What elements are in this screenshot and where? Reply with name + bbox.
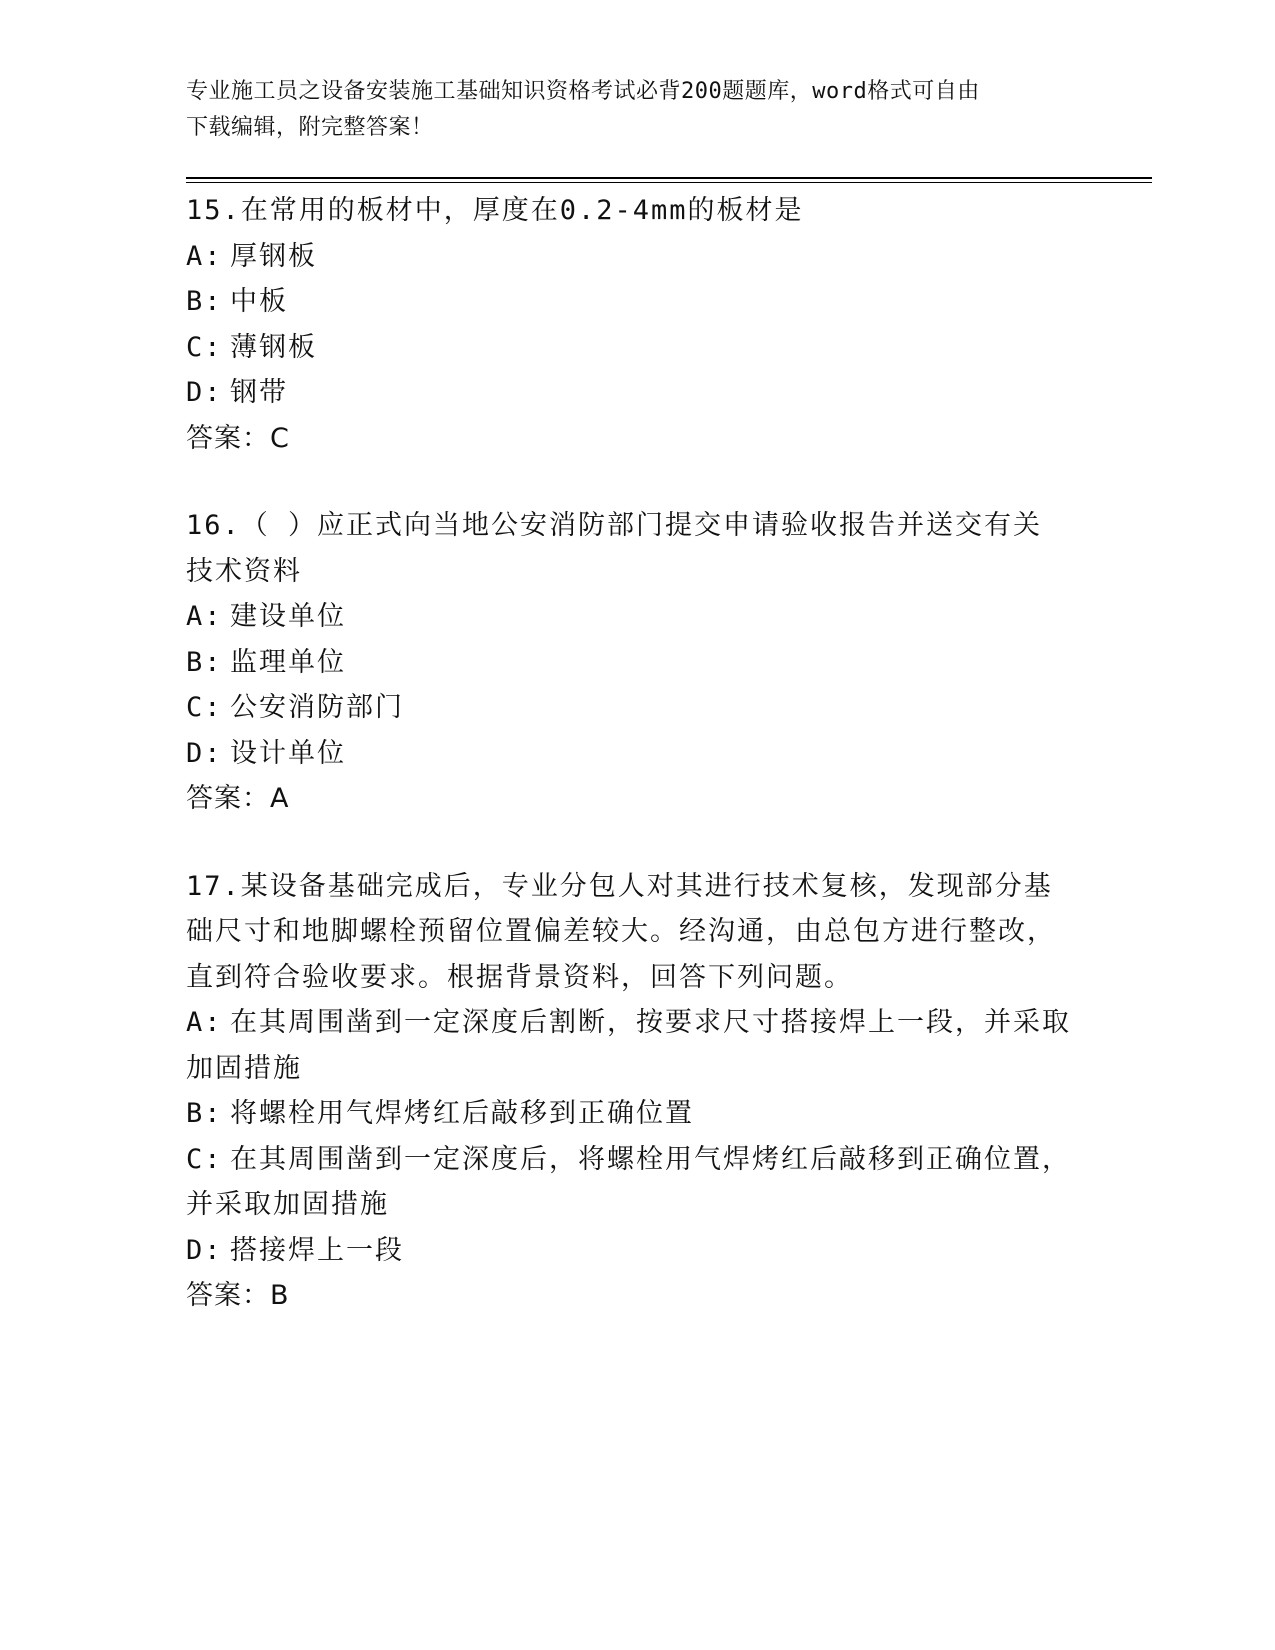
question-list: [186, 188, 1086, 1361]
answer: 答案：A: [186, 783, 290, 814]
option-c: [186, 685, 1086, 731]
option-text: 薄钢板: [230, 331, 317, 363]
option-text: 公安消防部门: [230, 692, 404, 723]
option-label: B:: [186, 286, 223, 317]
option-text: 厚钢板: [230, 240, 317, 272]
question-stem: 15.在常用的板材中，厚度在0.2-4mm的板材是: [186, 195, 804, 226]
option-d: [186, 1228, 1086, 1274]
option-a: [186, 234, 1086, 280]
option-label: C:: [186, 331, 223, 363]
question-stem: 16.（ ）应正式向当地公安消防部门提交申请验收报告并送交有关技术资料: [186, 510, 1043, 587]
option-label: D:: [186, 737, 223, 769]
option-d: [186, 731, 1086, 777]
option-b: [186, 279, 1086, 325]
option-text: 建设单位: [230, 601, 346, 632]
option-c: [186, 325, 1086, 371]
option-label: C:: [186, 692, 223, 723]
option-b: [186, 1091, 1086, 1137]
option-d: [186, 370, 1086, 416]
option-c: [186, 1137, 1086, 1228]
option-label: B:: [186, 1098, 223, 1129]
header-divider-top: [186, 177, 1152, 179]
option-label: B:: [186, 646, 223, 678]
option-text: 将螺栓用气焊烤红后敲移到正确位置: [230, 1098, 694, 1129]
question-15: [186, 188, 1086, 461]
option-a: [186, 1000, 1086, 1091]
option-text: 钢带: [230, 377, 288, 408]
question-stem: 17.某设备基础完成后，专业分包人对其进行技术复核，发现部分基础尺寸和地脚螺栓预留位置偏差较大。经沟通，由总包方进行整改，直到符合验收要求。根据背景资料，回答下列问题。: [186, 870, 1056, 993]
option-label: A:: [186, 240, 223, 272]
document-header: [186, 74, 1066, 146]
header-line-1: 专业施工员之设备安装施工基础知识资格考试必背200题题库，word格式可自由: [186, 79, 980, 104]
option-text: 监理单位: [230, 646, 346, 678]
question-16: [186, 503, 1086, 822]
option-a: [186, 594, 1086, 640]
question-17: [186, 864, 1086, 1319]
answer: 答案：C: [186, 422, 290, 454]
header-line-2: 下载编辑，附完整答案！: [186, 115, 434, 140]
option-text: 在其周围凿到一定深度后，将螺栓用气焊烤红后敲移到正确位置，并采取加固措施: [186, 1143, 1071, 1220]
option-label: A:: [186, 1007, 223, 1038]
option-text: 搭接焊上一段: [230, 1234, 404, 1266]
option-label: D:: [186, 377, 223, 408]
header-divider-bottom: [186, 182, 1152, 183]
option-label: A:: [186, 601, 223, 632]
option-text: 设计单位: [230, 737, 346, 769]
option-label: C:: [186, 1143, 223, 1175]
option-label: D:: [186, 1234, 223, 1266]
option-text: 在其周围凿到一定深度后割断，按要求尺寸搭接焊上一段，并采取加固措施: [186, 1007, 1071, 1084]
option-text: 中板: [230, 286, 288, 317]
option-b: [186, 640, 1086, 686]
answer: 答案：B: [186, 1280, 290, 1311]
